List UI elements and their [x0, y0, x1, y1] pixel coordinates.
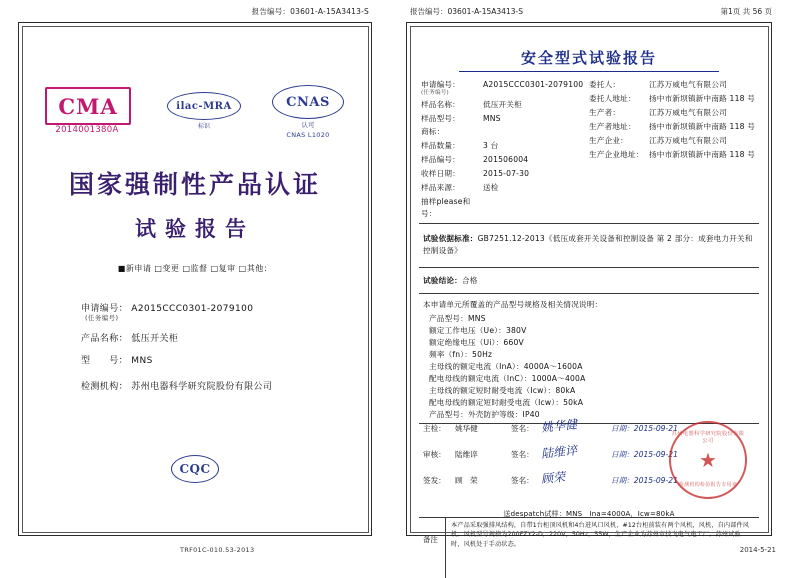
cma-mark-label: CMA [58, 93, 118, 119]
info-key: 样品编号： [421, 155, 460, 165]
left-report-number: 报告编号：03601-A-15A3413-S [251, 7, 369, 16]
right-sheet-frame [406, 22, 772, 548]
signature-role: 主检： [423, 424, 446, 433]
info-value: 低压开关柜 [483, 99, 522, 109]
left-field-model-value: MNS [131, 356, 153, 366]
certification-marks [19, 85, 371, 145]
info-key: 委托人： [589, 80, 621, 89]
tested-sample-rating: 送despatch试样：MNS Inа=4000A，Icw=80kA [503, 510, 675, 518]
coverage-line: 主母线的额定电流（InA）：4000A～1600A [429, 362, 583, 371]
remarks-box [419, 517, 759, 578]
info-row [589, 79, 757, 91]
official-red-stamp-icon [669, 421, 747, 499]
left-cover-sheet [8, 6, 383, 546]
ilac-mra-mark-icon [167, 91, 241, 121]
conclusion-value: 合格 [461, 276, 478, 285]
coverage-line: 产品型号：外壳防护等级：IP40 [429, 410, 540, 419]
signature-handwriting: 陆维谇 [540, 443, 578, 461]
info-value: 江苏万威电气有限公司 [649, 107, 727, 117]
left-field-model-label: 型 号： [81, 356, 129, 366]
info-value: 扬中市新坝镇新中南路 118 号 [649, 93, 756, 103]
info-key: 申请编号： (任务编号) [421, 79, 483, 96]
info-key: 样品来源： [421, 183, 460, 193]
test-standard-label: 试验依据标准： [423, 234, 478, 243]
signature-role: 审核： [423, 450, 446, 459]
left-title-sub: 试验报告 [135, 216, 255, 241]
test-standard-block [423, 233, 755, 257]
coverage-line: 配电母线的额定短时耐受电流（Icw）：50kA [429, 398, 584, 407]
signature-handwriting: 姚华健 [540, 417, 578, 435]
right-title-underline [459, 71, 719, 72]
info-row [589, 121, 757, 133]
info-row [421, 154, 589, 166]
info-value: MNS [483, 113, 501, 123]
left-title-main: 国家强制性产品认证 [68, 170, 321, 199]
left-field-lab [81, 379, 272, 392]
ilac-mra-sublabel: 标识 [197, 123, 210, 130]
signature-date: 日期：2015-09-21 [611, 450, 678, 459]
signature-area [419, 419, 759, 505]
sample-info-right-column [589, 79, 757, 222]
right-report-sheet [398, 6, 778, 546]
info-row [589, 149, 757, 161]
coverage-line: 配电母线的额定电流（InC）：1000A～400A [429, 374, 586, 383]
info-key: 生产企业地址： [589, 149, 644, 159]
info-value: 江苏万威电气有限公司 [649, 80, 727, 89]
sample-info-left-column [421, 79, 589, 222]
left-field-application-no-sub: (任务编号) [85, 314, 119, 322]
remarks-text: 本产品采取强排风结构，自带1台柜顶风机和4台进风口风机，#12台柜前装有两个风机，风机，自内部件风机。风机型号规格为200FZY2-D，220V，50Hz，55W，生产企业为苏州市技飞电气电工厂。苏州试验时，风机处于手动状态。 [451, 522, 750, 548]
coverage-line: 额定工作电压（Ue）：380V [429, 326, 527, 335]
info-key: 抽样please和号： [421, 197, 471, 218]
info-value: 3 台 [483, 141, 499, 151]
cnas-mark-icon [271, 85, 345, 139]
left-field-model [81, 353, 153, 366]
left-field-application-no-value: A2015CCC0301-2079100 [131, 304, 254, 314]
coverage-line: 频率（fn）：50Hz [429, 350, 493, 359]
left-field-lab-value: 苏州电器科学研究院股份有限公司 [131, 382, 273, 392]
info-value: 扬中市新坝镇新中南路 118 号 [649, 121, 756, 131]
signature-name: 姚华健 [455, 424, 478, 433]
signature-label: 签名： [511, 476, 534, 485]
divider-above-coverage [419, 293, 759, 294]
footer-form-code: TRF01C-010.53-2013 [180, 546, 255, 554]
cnas-label: CNAS [272, 85, 344, 119]
info-key: 生产企业： [589, 135, 628, 145]
cnas-chinese-label: 认可 [301, 121, 315, 129]
info-row [421, 126, 589, 138]
coverage-line: 主母线的额定短时耐受电流（Icw）：80kA [429, 386, 576, 395]
cqc-label: CQC [171, 455, 219, 483]
signature-role: 签发： [423, 476, 446, 485]
stamp-star-icon: ★ [699, 448, 717, 472]
left-field-product-name-value: 低压开关柜 [131, 334, 179, 344]
coverage-line: 产品型号：MNS [429, 314, 486, 323]
left-field-lab-label: 检测机构： [81, 382, 129, 392]
info-key-sub: (任务编号) [421, 89, 449, 96]
stamp-top-text: 苏州电器科学研究院股份有限公司 [671, 431, 745, 444]
signature-date: 日期：2015-09-21 [611, 476, 678, 485]
remarks-label: 备注 [423, 535, 438, 544]
coverage-title: 本申请单元所覆盖的产品型号规格及相关情况说明： [423, 300, 603, 309]
info-value: 2015-07-30 [483, 169, 530, 179]
signature-date: 日期：2015-09-21 [611, 424, 678, 433]
info-key: 商标： [421, 127, 445, 137]
coverage-line: 额定绝缘电压（Ui）：660V [429, 338, 524, 347]
info-row [421, 99, 589, 111]
remarks-divider [445, 518, 446, 578]
right-page-number: 第1页 共 56 页 [720, 7, 772, 16]
cnas-accreditation-number: CNAS L1020 [286, 131, 330, 139]
left-field-application-no-label: 申请编号： [81, 304, 129, 314]
right-title: 安全型式试验报告 [520, 49, 657, 67]
cqc-mark-icon [19, 455, 371, 483]
info-key: 生产者地址： [589, 121, 636, 131]
divider-above-conclusion [419, 267, 759, 268]
conclusion-label: 试验结论： [423, 276, 462, 285]
info-value: 江苏万威电气有限公司 [649, 135, 727, 145]
cma-mark-icon [45, 87, 131, 125]
info-key: 生产者： [589, 107, 621, 117]
info-value: A2015CCC0301-2079100 [483, 80, 584, 89]
info-row [421, 168, 589, 180]
application-type-checkboxes: ■新申请 □变更 □监督 □复审 □其他： [117, 264, 273, 273]
info-value: 送检 [483, 183, 499, 193]
info-row [589, 107, 757, 119]
signature-name: 顾 荣 [455, 476, 478, 485]
cma-mark-number: 2014001380A [55, 125, 119, 135]
info-key: 收样日期： [421, 169, 460, 179]
info-row [421, 140, 589, 152]
signature-label: 签名： [511, 424, 534, 433]
info-row [589, 135, 757, 147]
info-key: 样品数量： [421, 141, 460, 151]
signature-label: 签名： [511, 450, 534, 459]
info-row [421, 113, 589, 125]
info-key: 委托人地址： [589, 93, 636, 103]
info-value: 201506004 [483, 155, 529, 165]
info-row [421, 196, 589, 220]
test-standard-value: GB7251.12-2013《低压成套开关设备和控制设备 第 2 部分：成套电力开关和控制设备》 [423, 234, 753, 256]
signature-name: 陆维谇 [455, 450, 478, 459]
info-key: 样品型号： [421, 113, 460, 123]
divider-above-standard [419, 223, 759, 224]
footer-date: 2014-5-21 [739, 546, 776, 554]
info-row [421, 182, 589, 194]
signature-handwriting: 顾荣 [540, 469, 566, 487]
left-field-product-name [81, 331, 178, 344]
right-report-number: 报告编号：03601-A-15A3413-S [410, 7, 523, 16]
ilac-mra-label: ilac-MRA [167, 92, 241, 120]
sample-info-grid [421, 79, 757, 222]
info-value: 扬中市新坝镇新中南路 118 号 [649, 149, 756, 159]
info-row [589, 93, 757, 105]
left-sheet-frame [18, 22, 372, 536]
left-field-product-name-label: 产品名称： [81, 334, 129, 344]
info-key: 样品名称： [421, 99, 460, 109]
stamp-bottom-text: 检测机构检验报告专用章 [678, 482, 738, 488]
info-row [421, 79, 589, 96]
conclusion-block [423, 275, 755, 287]
